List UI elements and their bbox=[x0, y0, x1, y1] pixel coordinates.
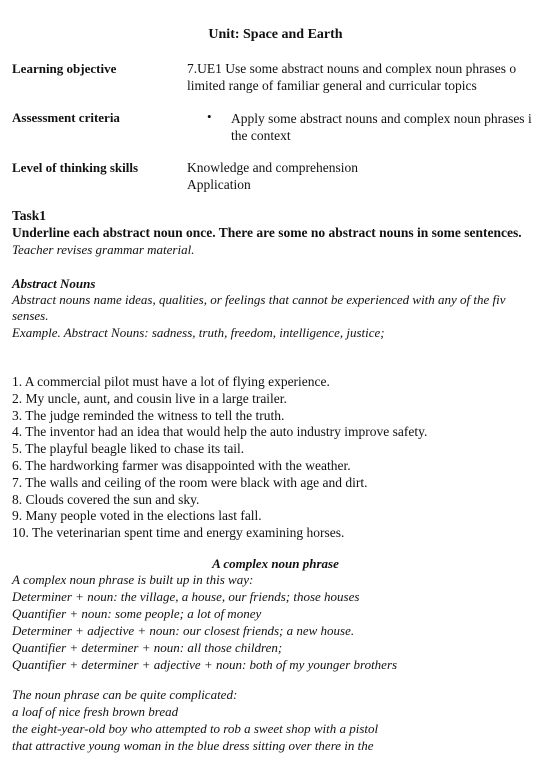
abstract-nouns-heading: Abstract Nouns bbox=[12, 276, 96, 291]
list-item: 9. Many people voted in the elections last fall. bbox=[12, 508, 262, 524]
complicated-line: a loaf of nice fresh brown bread bbox=[12, 703, 179, 719]
complex-phrase-lines bbox=[12, 572, 397, 673]
list-item: 5. The playful beagle liked to chase its tail. bbox=[12, 441, 245, 457]
learning-objective-line1: 7.UE1 Use some abstract nouns and complex noun phrases o bbox=[187, 61, 517, 76]
list-item: 8. Clouds covered the sun and sky. bbox=[12, 491, 200, 507]
thinking-skills-label: Level of thinking skills bbox=[12, 160, 139, 175]
assessment-criteria-label: Assessment criteria bbox=[12, 110, 120, 125]
task-title: Task1 bbox=[12, 208, 47, 223]
task-instruction: Underline each abstract noun once. There are some no abstract nouns in some sentences. bbox=[12, 225, 522, 240]
complex-phrase-line: Determiner + noun: the village, a house, our friends; those houses bbox=[12, 588, 360, 604]
sentence-list bbox=[12, 374, 427, 542]
thinking-skills-line1: Knowledge and comprehension bbox=[187, 160, 358, 175]
thinking-skills-line2: Application bbox=[187, 177, 251, 192]
complicated-line: the eight-year-old boy who attempted to rob a sweet shop with a pistol bbox=[12, 720, 379, 736]
bullet-icon: • bbox=[207, 109, 212, 124]
teacher-note: Teacher revises grammar material. bbox=[12, 242, 195, 257]
complicated-lines bbox=[12, 687, 378, 755]
assessment-criteria-line2: the context bbox=[231, 128, 291, 143]
complex-phrase-heading: A complex noun phrase bbox=[212, 556, 339, 571]
learning-objective-line2: limited range of familiar general and curricular topics bbox=[187, 78, 477, 93]
list-item: 4. The inventor had an idea that would help the auto industry improve safety. bbox=[12, 424, 428, 440]
complicated-line: The noun phrase can be quite complicated: bbox=[12, 687, 238, 702]
list-item: 3. The judge reminded the witness to tell the truth. bbox=[12, 407, 285, 423]
list-item: 7. The walls and ceiling of the room were black with age and dirt. bbox=[12, 474, 368, 490]
abstract-nouns-example: Example. Abstract Nouns: sadness, truth, freedom, intelligence, justice; bbox=[12, 325, 385, 340]
list-item: 10. The veterinarian spent time and energy examining horses. bbox=[12, 525, 345, 541]
list-item: 2. My uncle, aunt, and cousin live in a large trailer. bbox=[12, 390, 287, 406]
complex-phrase-line: Quantifier + determiner + noun: all those children; bbox=[12, 639, 283, 655]
complex-phrase-line: A complex noun phrase is built up in this way: bbox=[12, 572, 254, 587]
complicated-line: that attractive young woman in the blue dress sitting over there in the bbox=[12, 737, 374, 753]
list-item: 6. The hardworking farmer was disappointed with the weather. bbox=[12, 457, 351, 473]
abstract-nouns-def-line2: senses. bbox=[12, 308, 49, 323]
learning-objective-label: Learning objective bbox=[12, 61, 117, 76]
list-item: 1. A commercial pilot must have a lot of flying experience. bbox=[12, 374, 330, 389]
unit-title: Unit: Space and Earth bbox=[208, 27, 343, 42]
complex-phrase-line: Determiner + adjective + noun: our closest friends; a new house. bbox=[12, 622, 355, 638]
assessment-criteria-line1: Apply some abstract nouns and complex noun phrases i bbox=[231, 111, 532, 126]
complex-phrase-line: Quantifier + determiner + adjective + noun: both of my younger brothers bbox=[12, 656, 398, 672]
abstract-nouns-def-line1: Abstract nouns name ideas, qualities, or feelings that cannot be experienced with any of the fiv bbox=[12, 292, 506, 307]
complex-phrase-line: Quantifier + noun: some people; a lot of money bbox=[12, 605, 262, 621]
